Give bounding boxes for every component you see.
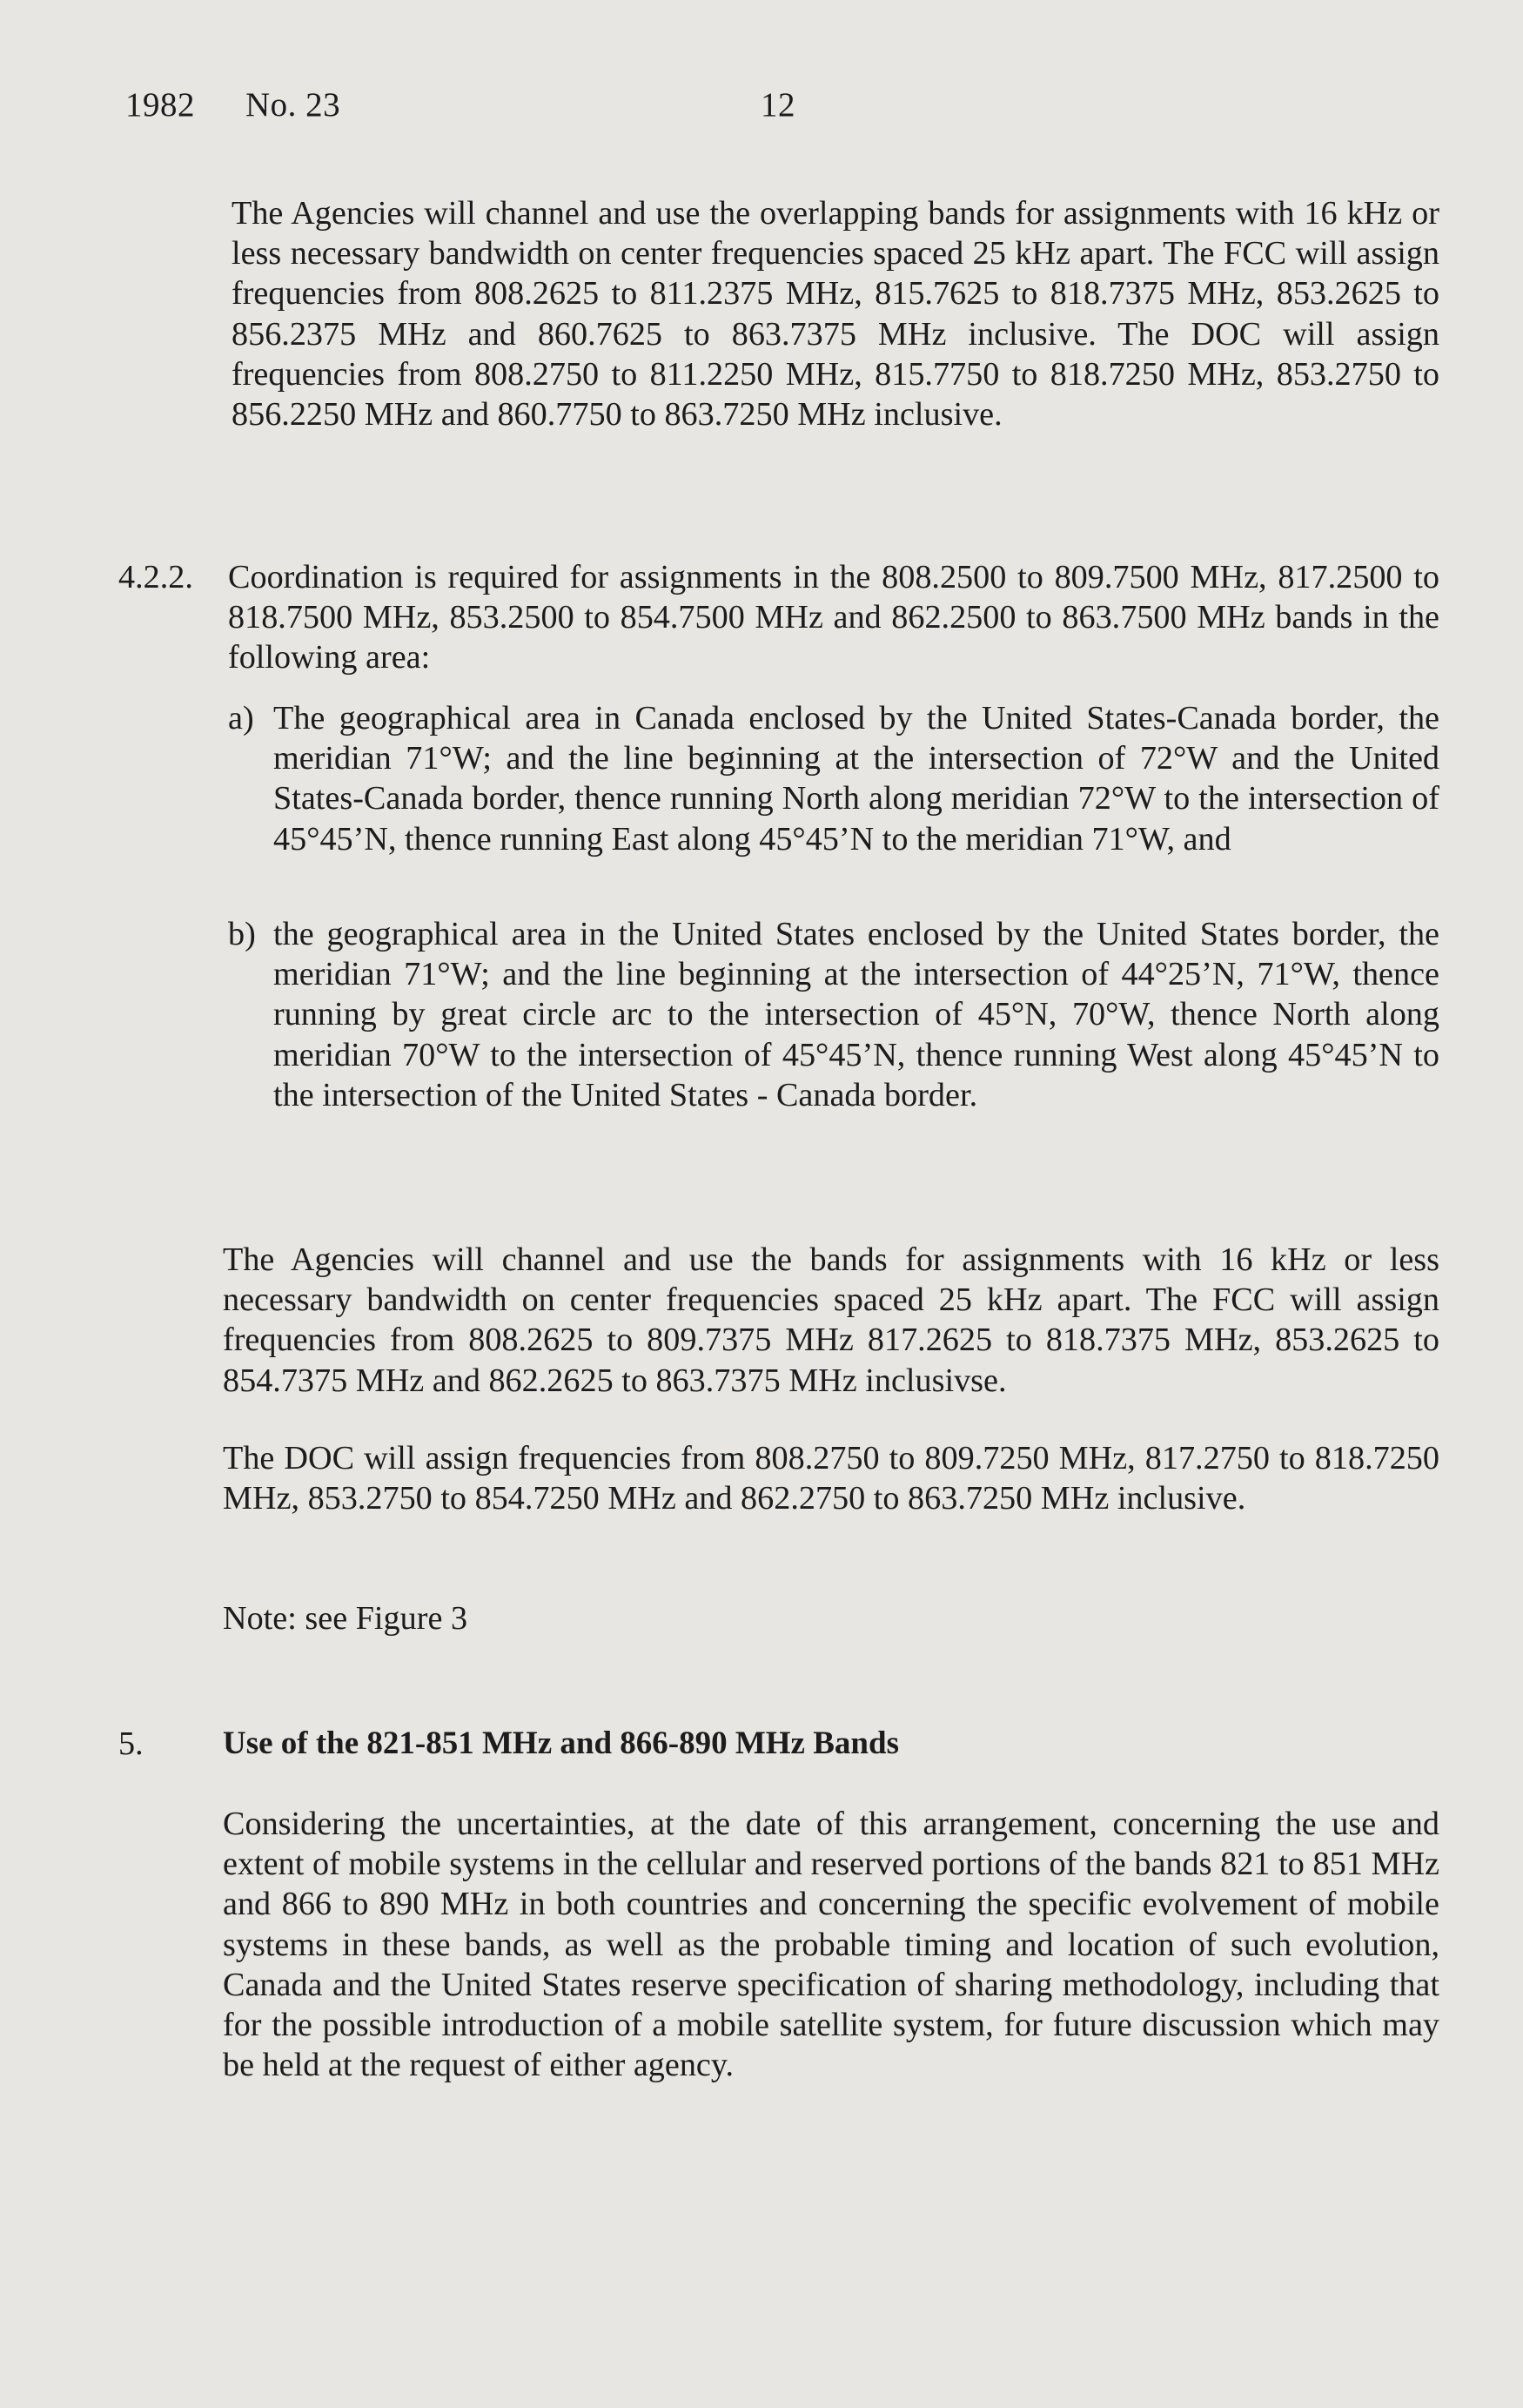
document-year: 1982	[125, 86, 195, 124]
section-4-2-2-number: 4.2.2.	[118, 559, 193, 595]
section-4-2-2-text: Coordination is required for assignments in the 808.2500 to 809.7500 MHz, 817.2500 to 818.7500 MHz, 853.2500 to 854.7500 MHz and 862.2500 to 863.7500 MHz bands in the following area:	[228, 559, 1439, 676]
fcc-assignment-paragraph: The Agencies will channel and use the bands for assignments with 16 kHz or less necessary bandwidth on center frequencies spaced 25 kHz apart. The FCC will assign frequencies from 808.2625 to 809.7375 MHz 817.2625 to 818.7375 MHz, 853.2625 to 854.7375 MHz and 862.2625 to 863.7375 MHz inclusivse.	[223, 1241, 1439, 1399]
item-a-label: a)	[228, 700, 254, 737]
doc-assignment-paragraph: The DOC will assign frequencies from 808.2750 to 809.7250 MHz, 817.2750 to 818.7250 MHz, 853.2750 to 854.7250 MHz and 862.2750 to 863.7250 MHz inclusive.	[223, 1440, 1439, 1517]
section-5-number: 5.	[118, 1725, 144, 1762]
section-5-text: Considering the uncertainties, at the date of this arrangement, concerning the use and extent of mobile systems in the cellular and reserved portions of the bands 821 to 851 MHz and 866 to 890 MHz in both countries and concerning the specific evolvement of mobile systems in these bands, as well as the probable timing and location of such evolution, Canada and the United States reserve specification of sharing methodology, including that for the possible introduction of a mobile satellite system, for future discussion which may be held at the request of either agency.	[223, 1806, 1439, 2084]
intro-paragraph: The Agencies will channel and use the overlapping bands for assignments with 16 kHz or less necessary bandwidth on center frequencies spaced 25 kHz apart. The FCC will assign frequencies from 808.2625 to 811.2375 MHz, 815.7625 to 818.7375 MHz, 853.2625 to 856.2375 MHz and 860.7625 to 863.7375 MHz inclusive. The DOC will assign frequencies from 808.2750 to 811.2250 MHz, 815.7750 to 818.7250 MHz, 853.2750 to 856.2250 MHz and 860.7750 to 863.7250 MHz inclusive.	[231, 195, 1439, 434]
figure-note: Note: see Figure 3	[223, 1600, 468, 1637]
page-number: 12	[761, 86, 795, 124]
document-number: No. 23	[245, 86, 341, 124]
item-a-text: The geographical area in Canada enclosed by the United States-Canada border, the meridian 71°W; and the line beginning at the intersection of 72°W and the United States-Canada border, thence running North along meridian 72°W to the intersection of 45°45’N, thence running East along 45°45’N to the meridian 71°W, and	[273, 700, 1439, 858]
section-5-heading: Use of the 821-851 MHz and 866-890 MHz Bands	[223, 1725, 899, 1761]
item-b-label: b)	[228, 916, 256, 952]
item-b-text: the geographical area in the United States enclosed by the United States border, the meridian 71°W; and the line beginning at the intersection of 44°25’N, 71°W, thence running by great circle arc to the intersection of 45°N, 70°W, thence North along meridian 70°W to the intersection of 45°45’N, thence running West along 45°45’N to the intersection of the United States - Canada border.	[273, 916, 1439, 1113]
